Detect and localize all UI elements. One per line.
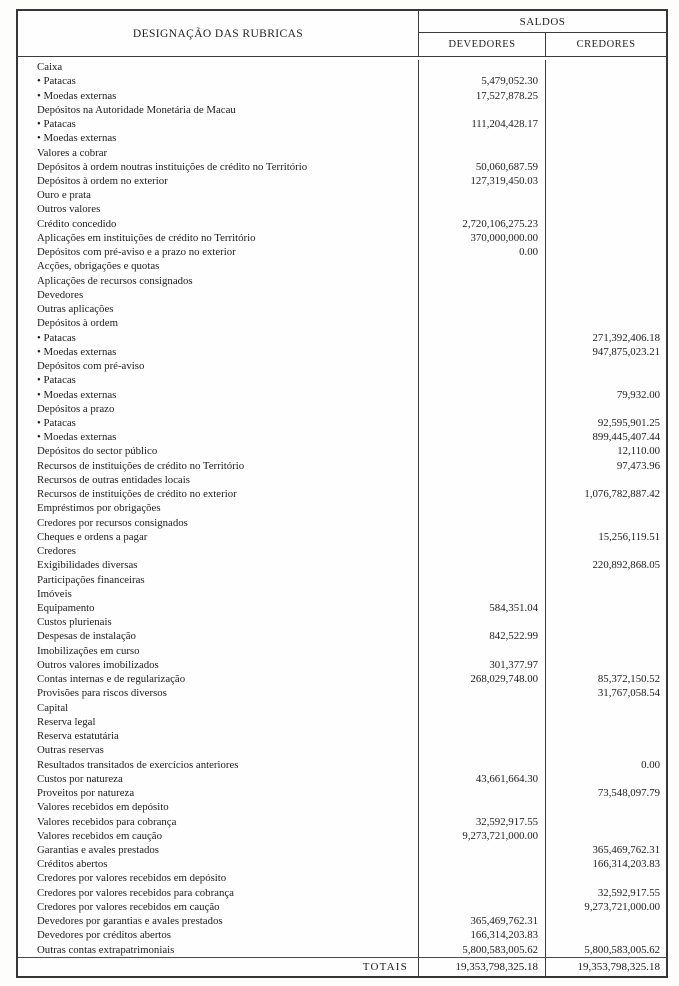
row-credores-value: 31,767,058.54 xyxy=(597,687,660,700)
row-credores-value xyxy=(546,103,666,117)
row-label: • Patacas xyxy=(18,416,419,430)
row-credores-value xyxy=(546,516,666,530)
table-row xyxy=(18,387,666,401)
row-devedores-value: 365,469,762.31 xyxy=(419,914,546,928)
row-credores-value xyxy=(546,729,666,743)
row-credores-value xyxy=(546,601,666,615)
row-label: Depósitos na Autoridade Monetária de Macau xyxy=(18,103,419,117)
row-devedores-value xyxy=(419,757,546,771)
row-devedores-value xyxy=(419,330,546,344)
row-credores-value xyxy=(546,772,666,786)
row-label: Reserva estatutária xyxy=(18,729,419,743)
row-devedores-value xyxy=(419,615,546,629)
table-row xyxy=(18,74,666,88)
table-row xyxy=(18,245,666,259)
row-credores-value: 1,076,782,887.42 xyxy=(584,488,660,501)
row-label: Valores recebidos em depósito xyxy=(18,800,419,814)
header-saldos: SALDOS xyxy=(419,11,666,33)
table-row xyxy=(18,117,666,131)
row-credores-value xyxy=(546,174,666,188)
row-devedores-value xyxy=(419,786,546,800)
row-label: Devedores xyxy=(18,288,419,302)
table-row xyxy=(18,814,666,828)
row-label: Caixa xyxy=(18,60,419,74)
table-row xyxy=(18,544,666,558)
row-credores-value: 15,256,119.51 xyxy=(598,530,660,543)
row-label: Depósitos do sector público xyxy=(18,444,419,458)
header-credores: CREDORES xyxy=(576,39,636,50)
row-devedores-value xyxy=(419,131,546,145)
row-label: Outras contas extrapatrimoniais xyxy=(18,943,419,957)
row-credores-value: 97,473.96 xyxy=(616,459,660,472)
row-label: Resultados transitados de exercícios anteriores xyxy=(18,757,419,771)
table-row xyxy=(18,943,666,957)
table-row xyxy=(18,701,666,715)
header-designacao: DESIGNAÇÃO DAS RUBRICAS xyxy=(18,11,419,56)
row-credores-value xyxy=(546,231,666,245)
row-devedores-value: 9,273,721,000.00 xyxy=(419,829,546,843)
table-row xyxy=(18,345,666,359)
table-row xyxy=(18,516,666,530)
row-label: Outros valores imobilizados xyxy=(18,658,419,672)
row-devedores-value: 5,800,583,005.62 xyxy=(419,943,546,957)
row-label: Cheques e ordens a pagar xyxy=(18,530,419,544)
row-label: Depósitos com pré-aviso e a prazo no exterior xyxy=(18,245,419,259)
table-row xyxy=(18,729,666,743)
row-devedores-value: 5,479,052.30 xyxy=(419,74,546,88)
row-label: Recursos de instituições de crédito no Território xyxy=(18,459,419,473)
row-label: Outras aplicações xyxy=(18,302,419,316)
table-row xyxy=(18,871,666,885)
row-credores-value xyxy=(546,145,666,159)
row-label: Participações financeiras xyxy=(18,572,419,586)
row-devedores-value xyxy=(419,459,546,473)
row-devedores-value xyxy=(419,259,546,273)
row-label: Custos plurienais xyxy=(18,615,419,629)
row-label: Imóveis xyxy=(18,587,419,601)
header-devedores: DEVEDORES xyxy=(419,33,546,56)
row-devedores-value xyxy=(419,558,546,572)
row-credores-value xyxy=(546,629,666,643)
header-saldos-group xyxy=(419,11,666,56)
row-label: Depósitos à ordem noutras instituições de crédito no Território xyxy=(18,160,419,174)
row-credores-value xyxy=(546,644,666,658)
row-devedores-value xyxy=(419,800,546,814)
table-row xyxy=(18,88,666,102)
row-credores-value: 9,273,721,000.00 xyxy=(584,900,660,913)
row-devedores-value xyxy=(419,900,546,914)
row-credores-value: 220,892,868.05 xyxy=(592,559,660,572)
table-row xyxy=(18,686,666,700)
table-row xyxy=(18,629,666,643)
row-label: Depósitos com pré-aviso xyxy=(18,359,419,373)
row-devedores-value xyxy=(419,886,546,900)
row-credores-value xyxy=(546,288,666,302)
row-label: Exigibilidades diversas xyxy=(18,558,419,572)
row-label: Devedores por garantias e avales prestados xyxy=(18,914,419,928)
table-row xyxy=(18,501,666,515)
row-devedores-value xyxy=(419,430,546,444)
row-credores-value xyxy=(546,160,666,174)
row-label: Recursos de outras entidades locais xyxy=(18,473,419,487)
row-credores-value xyxy=(546,88,666,102)
row-credores-value xyxy=(546,473,666,487)
table-row xyxy=(18,174,666,188)
row-label: Credores por valores recebidos em caução xyxy=(18,900,419,914)
row-credores-value xyxy=(546,373,666,387)
row-label: Devedores por créditos abertos xyxy=(18,928,419,942)
table-row xyxy=(18,715,666,729)
row-label: • Moedas externas xyxy=(18,345,419,359)
totals-devedores-value: 19,353,798,325.18 xyxy=(419,958,546,976)
row-label: Proveitos por natureza xyxy=(18,786,419,800)
row-credores-value xyxy=(546,501,666,515)
row-credores-value xyxy=(546,914,666,928)
row-devedores-value xyxy=(419,587,546,601)
row-label: Crédito concedido xyxy=(18,217,419,231)
row-devedores-value xyxy=(419,743,546,757)
row-devedores-value xyxy=(419,387,546,401)
row-devedores-value xyxy=(419,516,546,530)
row-label: Créditos abertos xyxy=(18,857,419,871)
table-row xyxy=(18,658,666,672)
row-devedores-value: 32,592,917.55 xyxy=(419,814,546,828)
row-credores-value: 5,800,583,005.62 xyxy=(584,943,660,956)
table-row xyxy=(18,928,666,942)
table-row xyxy=(18,302,666,316)
row-label: • Patacas xyxy=(18,330,419,344)
table-header xyxy=(18,11,666,57)
row-devedores-value: 370,000,000.00 xyxy=(419,231,546,245)
row-credores-value: 85,372,150.52 xyxy=(597,673,660,686)
row-devedores-value xyxy=(419,715,546,729)
row-devedores-value: 584,351.04 xyxy=(419,601,546,615)
row-devedores-value xyxy=(419,316,546,330)
row-credores-value xyxy=(546,402,666,416)
table-row xyxy=(18,487,666,501)
row-credores-value xyxy=(546,715,666,729)
row-credores-value: 12,110.00 xyxy=(617,445,660,458)
table-row xyxy=(18,530,666,544)
row-credores-value xyxy=(546,871,666,885)
table-row xyxy=(18,900,666,914)
row-credores-value xyxy=(546,544,666,558)
row-credores-value: 73,548,097.79 xyxy=(597,787,660,800)
table-row xyxy=(18,672,666,686)
row-credores-value xyxy=(546,572,666,586)
table-row xyxy=(18,373,666,387)
row-credores-value: 92,595,901.25 xyxy=(597,416,660,429)
row-label: Credores xyxy=(18,544,419,558)
row-label: Reserva legal xyxy=(18,715,419,729)
row-devedores-value xyxy=(419,843,546,857)
row-credores-value: 899,445,407.44 xyxy=(592,431,660,444)
row-devedores-value: 0.00 xyxy=(419,245,546,259)
row-label: Credores por valores recebidos em depósito xyxy=(18,871,419,885)
table-row xyxy=(18,188,666,202)
row-credores-value xyxy=(546,274,666,288)
row-devedores-value xyxy=(419,487,546,501)
row-credores-value: 166,314,203.83 xyxy=(592,858,660,871)
table-row xyxy=(18,444,666,458)
row-devedores-value xyxy=(419,103,546,117)
table-row xyxy=(18,615,666,629)
row-label: Credores por valores recebidos para cobrança xyxy=(18,886,419,900)
row-devedores-value xyxy=(419,402,546,416)
row-devedores-value xyxy=(419,145,546,159)
row-devedores-value xyxy=(419,373,546,387)
row-credores-value: 947,875,023.21 xyxy=(592,345,660,358)
row-devedores-value xyxy=(419,572,546,586)
row-label: Empréstimos por obrigações xyxy=(18,501,419,515)
row-credores-value xyxy=(546,60,666,74)
row-devedores-value: 301,377.97 xyxy=(419,658,546,672)
header-saldos-columns xyxy=(419,33,666,56)
totals-credores-value: 19,353,798,325.18 xyxy=(577,961,660,973)
row-credores-value xyxy=(546,743,666,757)
table-row xyxy=(18,857,666,871)
row-credores-value xyxy=(546,800,666,814)
row-label: Credores por recursos consignados xyxy=(18,516,419,530)
table-row xyxy=(18,259,666,273)
row-credores-value xyxy=(546,117,666,131)
table-row xyxy=(18,231,666,245)
row-devedores-value: 127,319,450.03 xyxy=(419,174,546,188)
table-row xyxy=(18,288,666,302)
table-row xyxy=(18,430,666,444)
row-label: Depósitos a prazo xyxy=(18,402,419,416)
row-label: Outras reservas xyxy=(18,743,419,757)
row-credores-value xyxy=(546,814,666,828)
row-label: • Moedas externas xyxy=(18,131,419,145)
row-credores-value xyxy=(546,202,666,216)
row-devedores-value xyxy=(419,544,546,558)
row-credores-value xyxy=(546,131,666,145)
row-credores-value xyxy=(546,658,666,672)
row-label: Recursos de instituições de crédito no exterior xyxy=(18,487,419,501)
row-label: • Moedas externas xyxy=(18,430,419,444)
table-row xyxy=(18,572,666,586)
row-devedores-value xyxy=(419,188,546,202)
table-row xyxy=(18,217,666,231)
row-label: • Patacas xyxy=(18,117,419,131)
table-row xyxy=(18,601,666,615)
row-credores-value xyxy=(546,74,666,88)
table-row xyxy=(18,843,666,857)
table-row xyxy=(18,743,666,757)
row-credores-value xyxy=(546,245,666,259)
table-row xyxy=(18,757,666,771)
row-credores-value xyxy=(546,316,666,330)
row-devedores-value xyxy=(419,701,546,715)
totals-row xyxy=(18,957,666,976)
row-devedores-value xyxy=(419,345,546,359)
row-credores-value: 365,469,762.31 xyxy=(592,844,660,856)
table-row xyxy=(18,644,666,658)
row-label: Aplicações de recursos consignados xyxy=(18,274,419,288)
table-row xyxy=(18,316,666,330)
row-label: Despesas de instalação xyxy=(18,629,419,643)
row-label: Acções, obrigações e quotas xyxy=(18,259,419,273)
row-label: Equipamento xyxy=(18,601,419,615)
row-devedores-value xyxy=(419,473,546,487)
row-credores-value xyxy=(546,615,666,629)
row-label: Provisões para riscos diversos xyxy=(18,686,419,700)
table-row xyxy=(18,772,666,786)
row-devedores-value: 17,527,878.25 xyxy=(419,88,546,102)
row-credores-value xyxy=(546,188,666,202)
table-row xyxy=(18,786,666,800)
row-credores-value xyxy=(546,302,666,316)
table-row xyxy=(18,103,666,117)
row-label: Depósitos à ordem no exterior xyxy=(18,174,419,188)
table-row xyxy=(18,274,666,288)
row-devedores-value: 268,029,748.00 xyxy=(419,672,546,686)
row-devedores-value: 111,204,428.17 xyxy=(419,117,546,131)
row-devedores-value xyxy=(419,302,546,316)
row-devedores-value xyxy=(419,60,546,74)
row-label: Garantias e avales prestados xyxy=(18,843,419,857)
table-row xyxy=(18,829,666,843)
row-credores-value: 32,592,917.55 xyxy=(597,886,660,899)
row-devedores-value: 43,661,664.30 xyxy=(419,772,546,786)
table-body xyxy=(18,57,666,957)
row-devedores-value: 166,314,203.83 xyxy=(419,928,546,942)
row-devedores-value xyxy=(419,444,546,458)
row-devedores-value xyxy=(419,686,546,700)
row-label: Aplicações em instituições de crédito no Território xyxy=(18,231,419,245)
table-row xyxy=(18,416,666,430)
table-row xyxy=(18,558,666,572)
row-credores-value xyxy=(546,587,666,601)
row-label: Depósitos à ordem xyxy=(18,316,419,330)
totals-label: TOTAIS xyxy=(18,958,419,976)
table-row xyxy=(18,160,666,174)
table-row xyxy=(18,131,666,145)
row-credores-value xyxy=(546,928,666,942)
row-credores-value xyxy=(546,217,666,231)
row-label: Capital xyxy=(18,701,419,715)
row-devedores-value: 50,060,687.59 xyxy=(419,160,546,174)
row-devedores-value: 842,522.99 xyxy=(419,629,546,643)
table-row xyxy=(18,886,666,900)
table-row xyxy=(18,359,666,373)
table-row xyxy=(18,60,666,74)
row-credores-value xyxy=(546,359,666,373)
row-credores-value: 79,932.00 xyxy=(616,388,660,401)
row-label: Valores recebidos para cobrança xyxy=(18,814,419,828)
row-devedores-value xyxy=(419,274,546,288)
row-devedores-value xyxy=(419,857,546,871)
table-row xyxy=(18,587,666,601)
row-label: • Patacas xyxy=(18,373,419,387)
table-row xyxy=(18,800,666,814)
table-row xyxy=(18,914,666,928)
row-label: Valores a cobrar xyxy=(18,145,419,159)
row-devedores-value xyxy=(419,644,546,658)
balance-table xyxy=(16,9,668,978)
row-label: • Moedas externas xyxy=(18,88,419,102)
row-label: • Moedas externas xyxy=(18,387,419,401)
row-credores-value xyxy=(546,701,666,715)
row-devedores-value xyxy=(419,202,546,216)
row-devedores-value xyxy=(419,501,546,515)
row-credores-value xyxy=(546,259,666,273)
row-devedores-value xyxy=(419,416,546,430)
row-credores-value xyxy=(546,829,666,843)
table-row xyxy=(18,459,666,473)
row-label: Custos por natureza xyxy=(18,772,419,786)
row-devedores-value xyxy=(419,288,546,302)
table-row xyxy=(18,402,666,416)
row-label: Outros valores xyxy=(18,202,419,216)
row-label: Imobilizações em curso xyxy=(18,644,419,658)
row-devedores-value xyxy=(419,530,546,544)
table-row xyxy=(18,145,666,159)
table-row xyxy=(18,473,666,487)
row-label: Ouro e prata xyxy=(18,188,419,202)
row-devedores-value: 2,720,106,275.23 xyxy=(419,217,546,231)
row-devedores-value xyxy=(419,359,546,373)
row-label: Contas internas e de regularização xyxy=(18,672,419,686)
row-devedores-value xyxy=(419,871,546,885)
row-credores-value: 271,392,406.18 xyxy=(592,331,660,344)
table-row xyxy=(18,202,666,216)
row-label: Valores recebidos em caução xyxy=(18,829,419,843)
row-devedores-value xyxy=(419,729,546,743)
row-label: • Patacas xyxy=(18,74,419,88)
row-credores-value: 0.00 xyxy=(641,758,660,771)
table-row xyxy=(18,330,666,344)
